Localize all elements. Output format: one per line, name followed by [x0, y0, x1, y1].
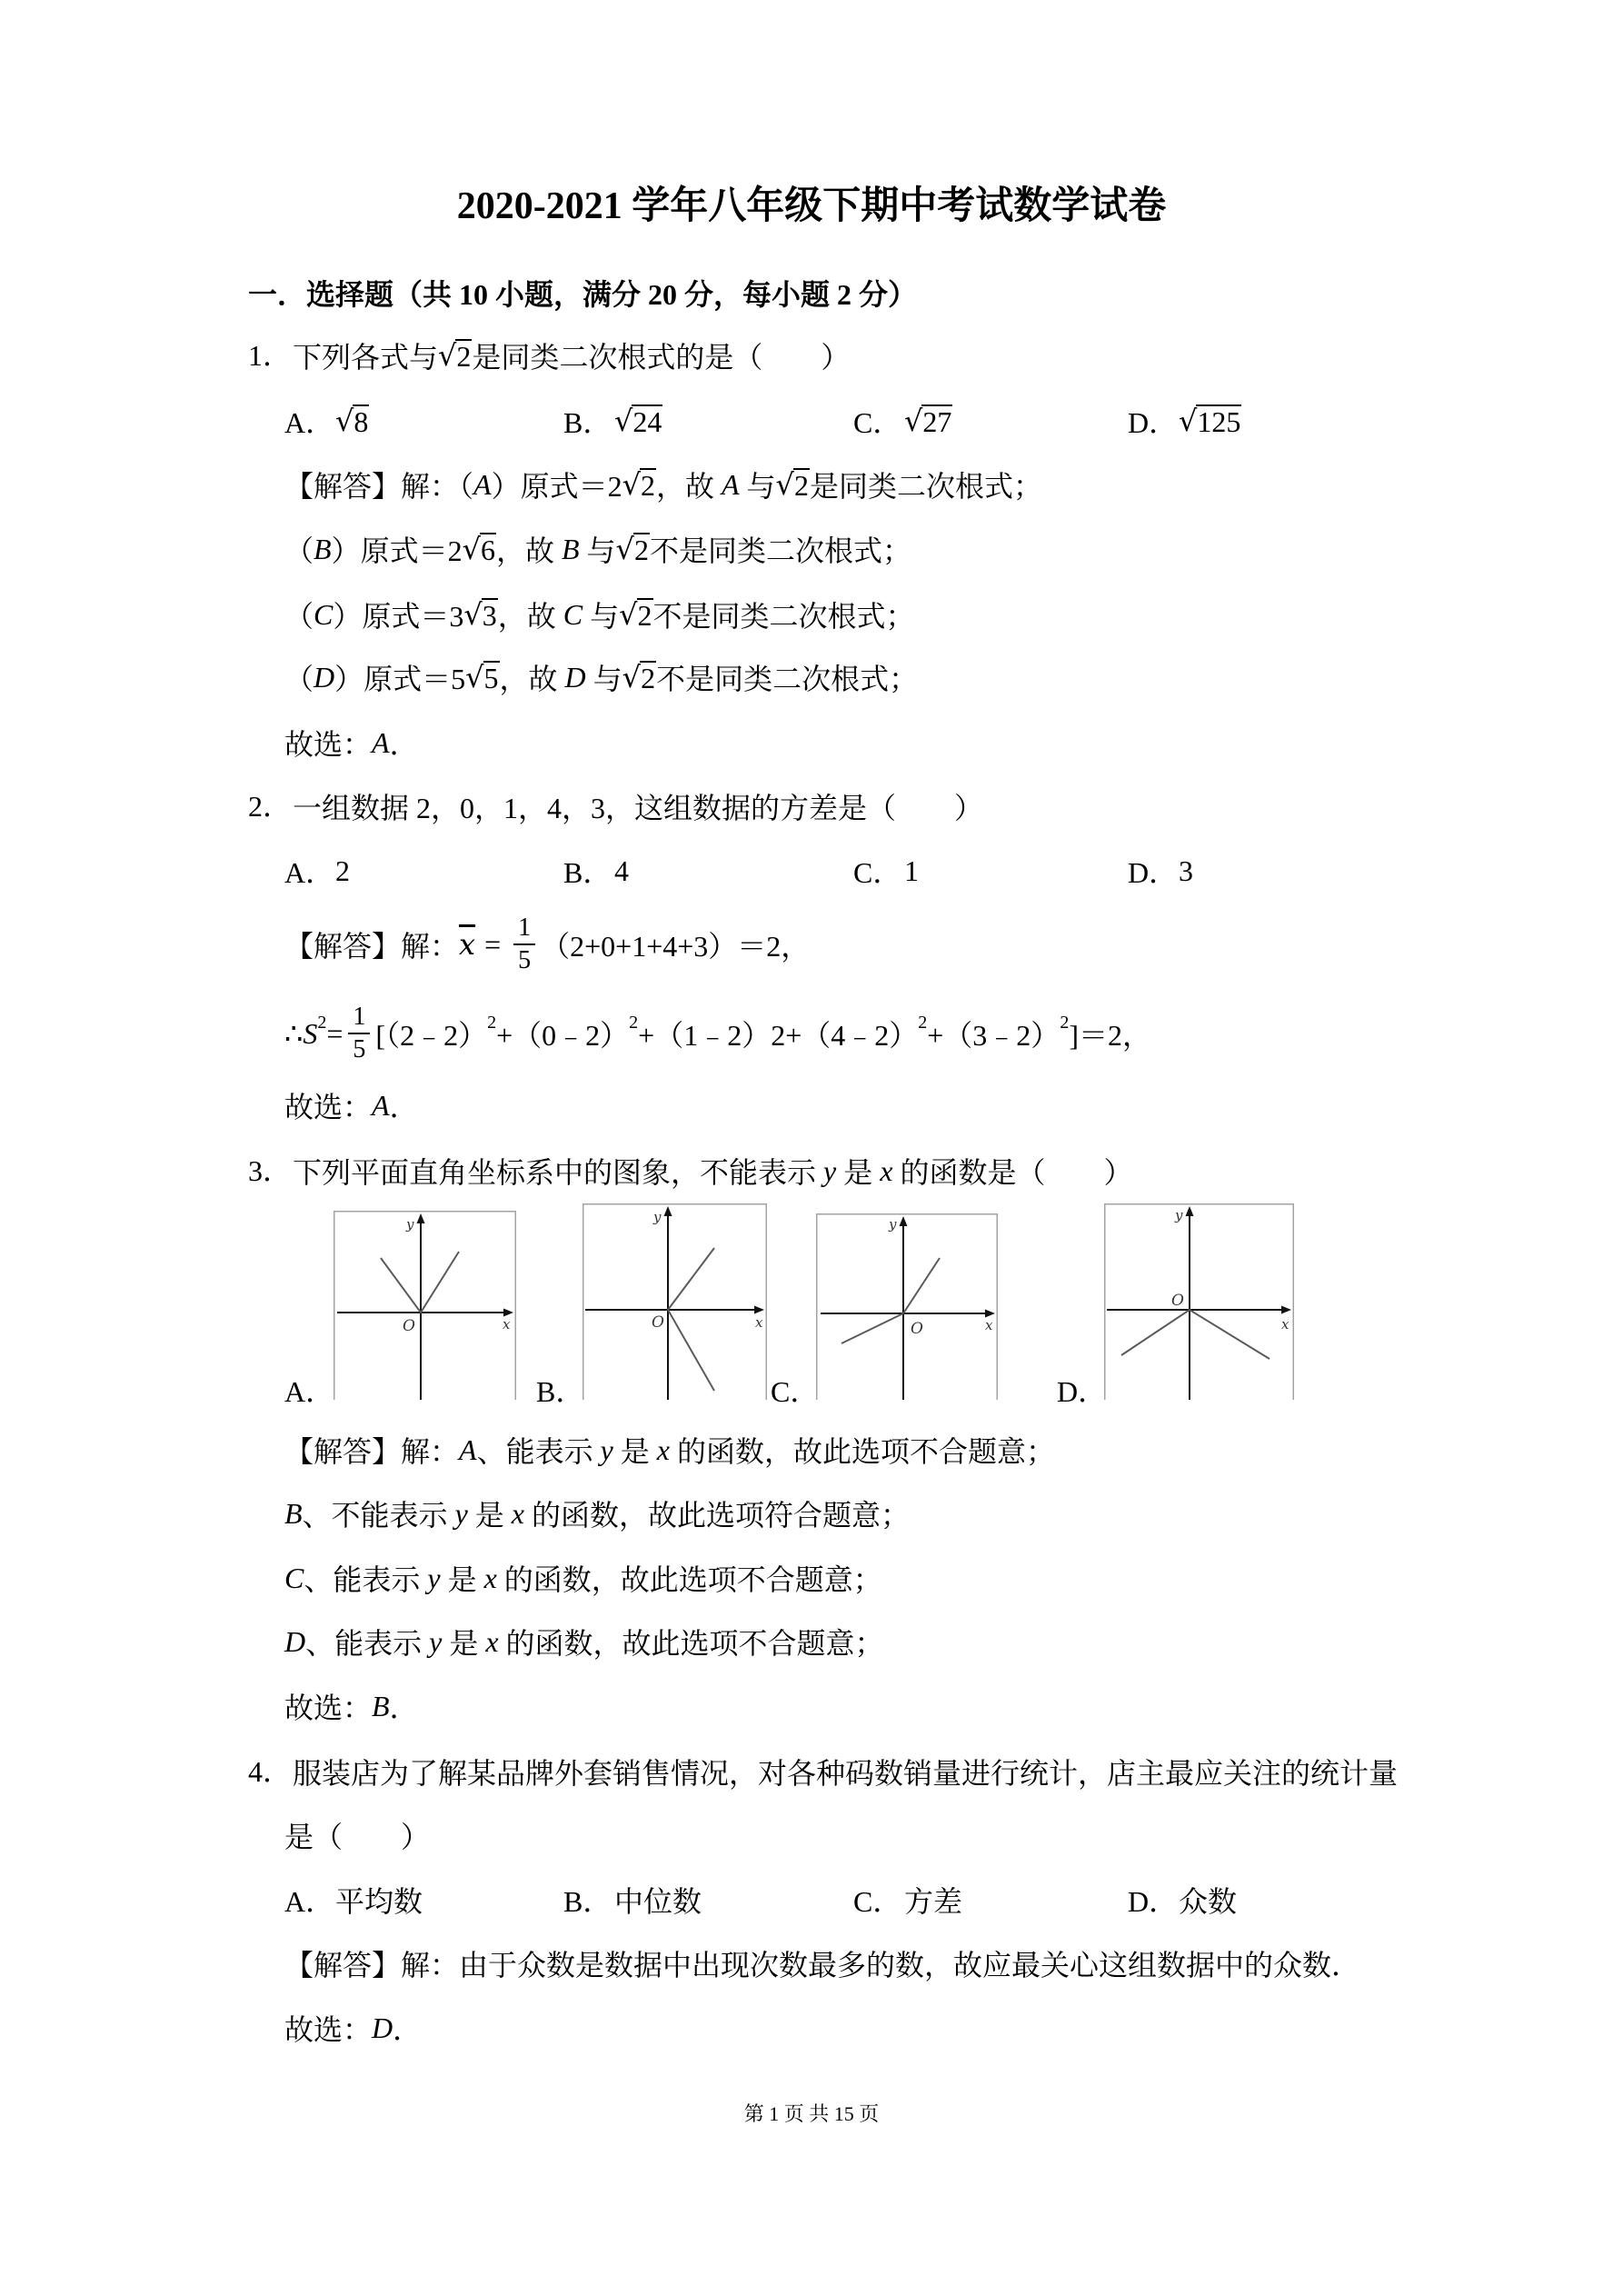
text-run: 是	[612, 1435, 657, 1468]
option-value: 4	[614, 854, 629, 887]
graph-c	[816, 1213, 998, 1400]
square-root	[904, 404, 952, 438]
option-label: C．	[853, 1885, 902, 1918]
graph-option-label: D．	[1057, 1375, 1108, 1408]
radicand: 3	[482, 599, 497, 632]
option-b	[563, 401, 662, 441]
solution-line	[284, 1430, 1055, 1470]
solution-choice	[284, 723, 419, 763]
fraction	[348, 1002, 370, 1065]
solution-line	[284, 529, 911, 569]
option-c	[853, 401, 952, 441]
italic-variable: x	[511, 1496, 524, 1530]
text-run: ．	[393, 2013, 423, 2046]
option-a	[284, 1880, 423, 1920]
option-value: 众数	[1179, 1885, 1238, 1918]
option-d	[1128, 1880, 1237, 1920]
question-stem: 是（ ）	[284, 1821, 431, 1853]
italic-variable: y	[429, 1624, 443, 1658]
y-axis-label: y	[406, 1216, 414, 1233]
option-label: D．	[1128, 856, 1179, 889]
text-run: 的函数是（ ）	[892, 1156, 1133, 1189]
fraction-numerator: 1	[513, 913, 535, 945]
square-root	[619, 597, 652, 632]
text-run: 的函数，故此选项不合题意；	[670, 1435, 1056, 1468]
option-c	[853, 1880, 962, 1920]
italic-variable: y	[600, 1433, 613, 1466]
text-run: 与	[582, 600, 620, 633]
radicand: 2	[456, 340, 472, 373]
graph-option-label: C．	[771, 1375, 820, 1408]
radical-sign: √	[622, 466, 641, 502]
option-value: 方差	[904, 1885, 963, 1918]
option-label: A．	[284, 406, 335, 439]
italic-variable: D	[284, 1624, 306, 1658]
graph-option-label: A．	[284, 1375, 335, 1408]
solution-line	[284, 1558, 882, 1598]
text-run: 是	[467, 1499, 512, 1532]
radicand: 27	[922, 405, 952, 438]
italic-variable: B	[314, 532, 332, 565]
option-value: 平均数	[335, 1885, 423, 1918]
option-b	[563, 1880, 702, 1920]
radical-sign: √	[904, 403, 923, 438]
radical-sign: √	[335, 403, 354, 438]
square-root	[616, 532, 650, 566]
square-root	[776, 467, 810, 502]
x-axis-label: x	[755, 1314, 763, 1331]
graph-d	[1104, 1203, 1294, 1400]
radicand: 6	[480, 534, 495, 566]
radicand: 2	[637, 599, 652, 632]
text-run: 不是同类二次根式；	[656, 663, 919, 695]
text-run: 、能表示	[476, 1435, 601, 1468]
option-label: A．	[284, 1885, 335, 1918]
radical-sign: √	[1179, 403, 1198, 438]
question-number: 1．	[248, 339, 293, 372]
solution-line	[284, 906, 810, 983]
text-run: 故选：	[284, 1692, 373, 1724]
solution-line	[284, 594, 915, 634]
text-run: 【解答】解：	[284, 930, 460, 963]
italic-variable: D	[564, 660, 586, 694]
y-axis-arrow	[900, 1216, 908, 1226]
radicand: 2	[641, 662, 656, 694]
italic-variable: A	[372, 1088, 390, 1122]
italic-variable: A	[721, 467, 740, 501]
radicand: 125	[1197, 405, 1241, 438]
italic-variable: D	[372, 2011, 393, 2044]
text-run: 的函数，故此选项符合题意；	[523, 1499, 910, 1532]
square-root	[622, 467, 656, 502]
text-run: （2+0+1+4+3）＝2，	[541, 930, 811, 963]
radicand: 24	[632, 405, 662, 438]
x-axis-label: x	[985, 1317, 993, 1333]
text-run: ，故	[497, 600, 563, 633]
solution-line	[284, 1622, 884, 1662]
text-run: 与	[579, 534, 616, 567]
italic-variable: y	[823, 1153, 837, 1187]
text-run: [（2﹣2）	[375, 1019, 488, 1052]
italic-variable: A	[459, 1433, 477, 1466]
text-run: 故选：	[284, 728, 373, 761]
text-run: +（0﹣2）	[496, 1019, 630, 1052]
question-stem	[293, 335, 850, 375]
italic-variable: S	[303, 1016, 318, 1050]
option-value: 3	[1179, 854, 1193, 887]
function-graph	[841, 1258, 940, 1343]
text-run: 【解答】解：（	[284, 470, 474, 503]
radical-sign: √	[775, 466, 794, 502]
x-axis-label: x	[1281, 1316, 1289, 1333]
solution-choice	[284, 1085, 419, 1125]
superscript: 2	[317, 1012, 327, 1033]
page-title: 2020-2021 学年八年级下期中考试数学试卷	[456, 185, 1167, 227]
question-number: 3．	[248, 1154, 293, 1187]
question-stem	[293, 1151, 1132, 1191]
x-axis-label: x	[503, 1316, 511, 1333]
square-root	[335, 404, 369, 438]
graph-a	[334, 1211, 516, 1400]
text-run: 故选：	[284, 2013, 373, 2046]
text-run: 与	[739, 470, 776, 503]
text-run: ．	[389, 1091, 419, 1123]
italic-variable: A	[372, 725, 390, 759]
section-heading: 一．选择题（共 10 小题，满分 20 分，每小题 2 分）	[248, 278, 918, 311]
option-value	[614, 404, 662, 438]
option-label: B．	[563, 406, 612, 439]
text-run: 故选：	[284, 1091, 373, 1123]
italic-variable: B	[372, 1689, 390, 1722]
text-run: +（3﹣2）	[927, 1019, 1060, 1052]
solution-line	[284, 995, 1151, 1072]
radical-sign: √	[462, 531, 481, 566]
text-run: =	[326, 1016, 344, 1050]
italic-variable: x	[485, 1624, 499, 1658]
radical-sign: √	[619, 596, 638, 632]
italic-variable: y	[427, 1561, 441, 1594]
text-run: =	[477, 927, 509, 961]
page-footer: 第 1 页 共 15 页	[743, 2102, 880, 2125]
text-run: ）原式＝5	[334, 663, 466, 695]
origin-label: O	[652, 1313, 664, 1332]
solution-line	[284, 464, 1042, 504]
function-graph	[1121, 1310, 1270, 1359]
y-axis-arrow	[1186, 1206, 1194, 1216]
mean-symbol: $\overline{x}$	[459, 927, 476, 962]
square-root	[614, 404, 662, 438]
y-axis-arrow	[417, 1213, 425, 1223]
option-value: 中位数	[614, 1885, 702, 1918]
solution-choice	[284, 2008, 422, 2048]
question-number: 4．	[248, 1755, 293, 1788]
italic-variable: x	[656, 1433, 670, 1466]
option-value	[904, 404, 952, 438]
option-value	[1179, 404, 1241, 438]
y-axis-arrow	[664, 1206, 672, 1216]
option-d	[1128, 851, 1193, 891]
text-run: +（1﹣2）2+（4﹣2）	[638, 1019, 919, 1052]
text-run: 的函数，故此选项不合题意；	[498, 1627, 884, 1660]
text-run: ）原式＝3	[333, 600, 464, 633]
option-d	[1128, 401, 1241, 441]
fraction-numerator: 1	[348, 1002, 370, 1034]
option-c	[853, 851, 919, 891]
italic-variable: D	[314, 660, 335, 694]
text-run: 与	[585, 663, 622, 695]
italic-variable: A	[473, 467, 492, 501]
option-a	[284, 401, 369, 441]
option-label: B．	[563, 856, 612, 889]
superscript: 2	[918, 1012, 928, 1033]
square-root	[463, 597, 497, 632]
italic-variable: x	[880, 1153, 893, 1187]
solution-line	[284, 1493, 910, 1533]
solution-choice	[284, 1686, 419, 1726]
fraction	[513, 913, 535, 976]
option-value	[335, 404, 369, 438]
text-run: 不是同类二次根式；	[649, 534, 911, 567]
option-value: 1	[904, 854, 919, 887]
option-value: 2	[335, 854, 350, 887]
option-label: B．	[563, 1885, 612, 1918]
y-axis-label: y	[1175, 1207, 1183, 1223]
text-run: 是同类二次根式；	[809, 470, 1042, 503]
italic-variable: x	[483, 1561, 497, 1594]
text-run: 下列各式与	[293, 341, 439, 374]
question-stem: 服装店为了解某品牌外套销售情况，对各种码数销量进行统计，店主最应关注的统计量	[293, 1757, 1399, 1790]
text-run: ，故	[499, 663, 565, 695]
square-root	[1179, 404, 1241, 438]
option-label: A．	[284, 856, 335, 889]
radicand: 5	[483, 662, 499, 694]
text-run: （	[284, 600, 314, 633]
italic-variable: B	[284, 1496, 303, 1530]
text-run: ，故	[655, 470, 722, 503]
square-root	[622, 660, 656, 694]
italic-variable: C	[284, 1561, 304, 1594]
solution-line: 【解答】解：由于众数是数据中出现次数最多的数，故应最关心这组数据中的众数．	[284, 1949, 1361, 1982]
radical-sign: √	[622, 659, 642, 694]
x-axis-arrow	[1281, 1306, 1291, 1314]
text-run: 、不能表示	[302, 1499, 455, 1532]
y-axis-label: y	[653, 1209, 662, 1225]
text-run: ）原式＝2	[331, 534, 463, 567]
origin-label: O	[1171, 1292, 1184, 1310]
text-run: 、能表示	[304, 1563, 428, 1596]
x-axis-arrow	[754, 1306, 764, 1314]
option-label: D．	[1128, 406, 1179, 439]
text-run: ，故	[495, 534, 562, 567]
text-run: ．	[389, 1692, 419, 1724]
radical-sign: √	[463, 596, 483, 632]
option-b	[563, 851, 629, 891]
superscript: 2	[629, 1012, 639, 1033]
italic-variable: C	[314, 597, 334, 631]
text-run: 是同类二次根式的是（ ）	[472, 341, 851, 374]
radicand: 2	[640, 469, 655, 502]
radical-sign: √	[614, 403, 633, 438]
radicand: 2	[633, 534, 649, 566]
option-a	[284, 851, 350, 891]
fraction-denominator: 5	[518, 946, 532, 974]
y-axis-label: y	[889, 1216, 897, 1233]
text-run: 是	[440, 1563, 484, 1596]
radicand: 2	[793, 469, 809, 502]
superscript: 2	[487, 1012, 497, 1033]
radical-sign: √	[438, 337, 457, 373]
text-run: 【解答】解：	[284, 1435, 460, 1468]
italic-variable: y	[454, 1496, 468, 1530]
text-run: 的函数，故此选项不合题意；	[496, 1563, 882, 1596]
italic-variable: B	[561, 532, 580, 565]
text-run: 是	[836, 1156, 881, 1189]
graph-option-label: B．	[536, 1375, 585, 1408]
origin-label: O	[911, 1320, 923, 1338]
text-run: ）原式＝2	[491, 470, 622, 503]
function-graph	[668, 1248, 714, 1391]
text-run: 是	[442, 1627, 486, 1660]
graph-b	[582, 1203, 767, 1400]
text-run: ．	[389, 728, 419, 761]
text-run: ]＝2，	[1069, 1019, 1151, 1052]
question-number: 2．	[248, 790, 293, 823]
text-run: ∴	[284, 1017, 304, 1050]
square-root	[465, 660, 499, 694]
text-run: 下列平面直角坐标系中的图象，不能表示	[293, 1156, 824, 1189]
square-root	[438, 338, 472, 373]
text-run: 、能表示	[305, 1627, 430, 1660]
radical-sign: √	[465, 659, 484, 694]
fraction-denominator: 5	[353, 1035, 366, 1063]
question-stem: 一组数据 2，0，1，4，3，这组数据的方差是（ ）	[293, 792, 984, 824]
text-run: （	[284, 663, 314, 695]
text-run: 不是同类二次根式；	[652, 600, 915, 633]
text-run: （	[284, 534, 314, 567]
solution-line	[284, 657, 918, 697]
origin-label: O	[403, 1317, 415, 1335]
option-label: C．	[853, 856, 902, 889]
option-label: C．	[853, 406, 902, 439]
graph-frame	[1105, 1204, 1294, 1400]
radicand: 8	[353, 405, 369, 438]
italic-variable: C	[563, 597, 583, 631]
superscript: 2	[1060, 1012, 1070, 1033]
radical-sign: √	[615, 531, 634, 566]
square-root	[463, 532, 496, 566]
option-label: D．	[1128, 1885, 1179, 1918]
